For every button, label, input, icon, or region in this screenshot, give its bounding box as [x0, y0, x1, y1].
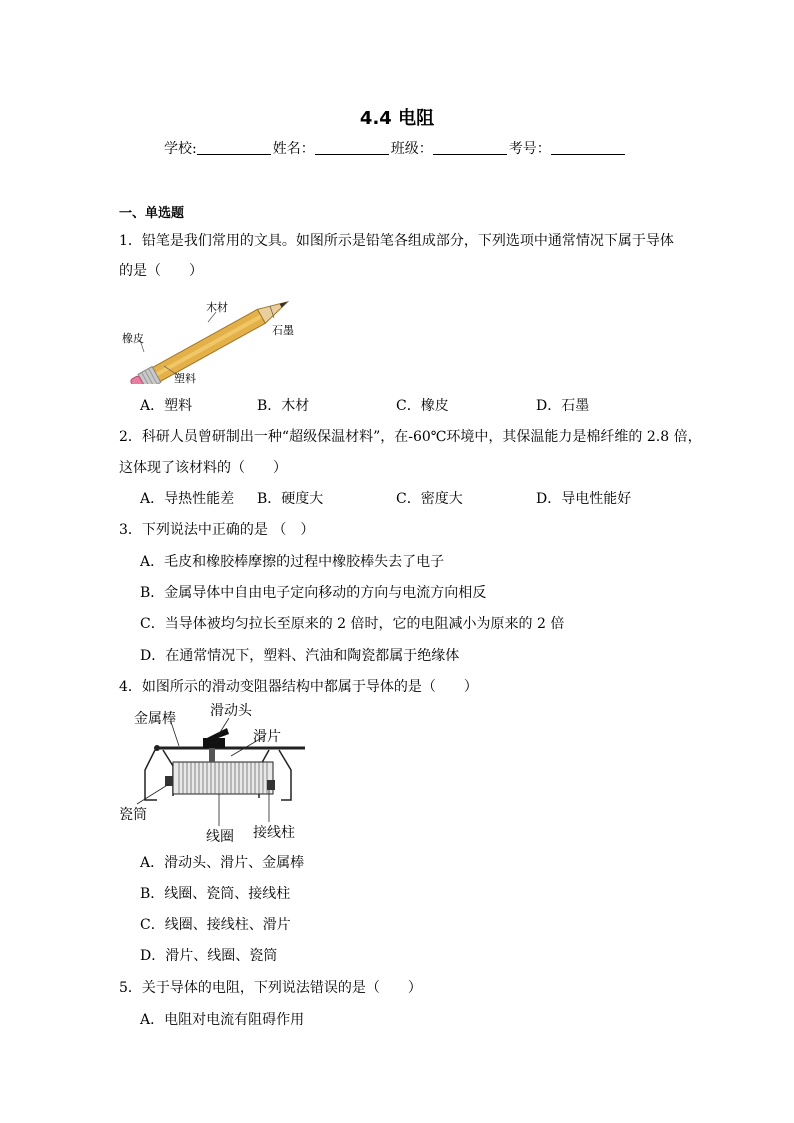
label-slider-head: 滑动头 — [210, 703, 252, 719]
school-blank[interactable] — [197, 140, 271, 155]
student-info-row — [164, 138, 627, 158]
q5-option-a[interactable]: A．电阻对电流有阻碍作用 — [140, 1012, 305, 1028]
q4-option-b[interactable]: B．线圈、瓷筒、接线柱 — [140, 886, 291, 902]
name-label: 姓名： — [272, 141, 315, 157]
label-porcelain: 瓷筒 — [119, 807, 147, 823]
q2-option-a[interactable]: A．导热性能差 — [140, 491, 235, 507]
exam-no-label: 考号： — [508, 141, 551, 157]
q1-option-a[interactable]: A．塑料 — [140, 398, 193, 414]
rheostat-figure — [119, 700, 309, 845]
q1-stem-line1: 1．铅笔是我们常用的文具。如图所示是铅笔各组成部分，下列选项中通常情况下属于导体 — [119, 233, 674, 249]
q1-option-c[interactable]: C．橡皮 — [396, 398, 449, 414]
label-eraser: 橡皮 — [122, 332, 144, 345]
q2-option-c[interactable]: C．密度大 — [396, 491, 463, 507]
name-blank[interactable] — [315, 140, 389, 155]
q2-option-d[interactable]: D．导电性能好 — [536, 491, 632, 507]
q3-stem: 3．下列说法中正确的是 （ ） — [119, 522, 315, 538]
q2-option-b[interactable]: B．硬度大 — [257, 491, 324, 507]
pencil-figure — [120, 296, 310, 384]
label-metal-rod: 金属棒 — [134, 711, 176, 727]
q3-option-c[interactable]: C．当导体被均匀拉长至原来的 2 倍时，它的电阻减小为原来的 2 倍 — [140, 616, 565, 632]
section-heading: 一、单选题 — [119, 206, 185, 221]
page-title: 4.4 电阻 — [359, 108, 435, 129]
q4-option-c[interactable]: C．线圈、接线柱、滑片 — [140, 917, 291, 933]
label-slide: 滑片 — [253, 729, 281, 745]
label-terminal: 接线柱 — [253, 825, 295, 841]
q4-option-d[interactable]: D．滑片、线圈、瓷筒 — [140, 948, 278, 964]
q5-stem: 5．关于导体的电阻，下列说法错误的是（ ） — [119, 980, 422, 996]
q2-stem-line2: 这体现了该材料的（ ） — [119, 460, 287, 476]
class-label: 班级： — [390, 141, 433, 157]
school-label: 学校: — [164, 141, 197, 157]
q3-option-d[interactable]: D．在通常情况下，塑料、汽油和陶瓷都属于绝缘体 — [140, 648, 460, 664]
q3-option-a[interactable]: A．毛皮和橡胶棒摩擦的过程中橡胶棒失去了电子 — [140, 554, 445, 570]
q1-stem-line2: 的是（ ） — [119, 263, 203, 279]
q4-stem: 4．如图所示的滑动变阻器结构中都属于导体的是（ ） — [119, 679, 478, 695]
q3-option-b[interactable]: B．金属导体中自由电子定向移动的方向与电流方向相反 — [140, 585, 487, 601]
label-plastic: 塑料 — [174, 372, 196, 385]
q1-option-d[interactable]: D．石墨 — [536, 398, 590, 414]
class-blank[interactable] — [433, 140, 507, 155]
q2-stem-line1: 2．科研人员曾研制出一种“超级保温材料”，在-60℃环境中，其保温能力是棉纤维的 2.8 倍， — [119, 429, 702, 445]
q1-option-b[interactable]: B．木材 — [257, 398, 310, 414]
exam-no-blank[interactable] — [551, 140, 625, 155]
label-coil: 线圈 — [206, 829, 234, 845]
label-wood: 木材 — [206, 301, 228, 314]
q4-option-a[interactable]: A．滑动头、滑片、金属棒 — [140, 855, 305, 871]
label-graphite: 石墨 — [272, 324, 294, 337]
